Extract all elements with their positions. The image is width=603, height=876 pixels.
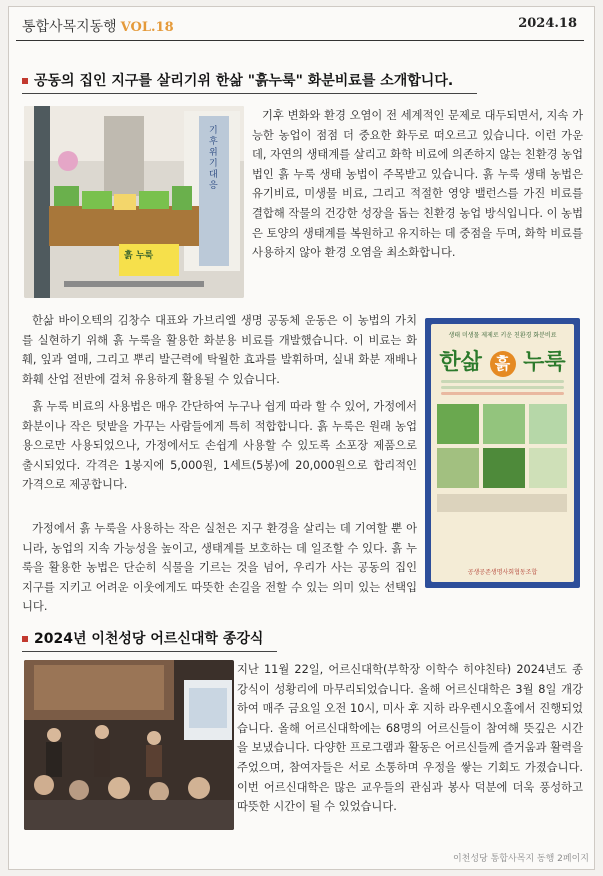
section2-paragraph: 지난 11월 22일, 어르신대학(부학장 이학수 히야친타) 2024년도 종강식이 성황리에 마무리되었습니다. 올해 어르신대학은 3월 8일 개강하여 매주 금요일 오전 10시, 미사 후 지하 라우렌시오홀에서 진행되었습니다. 올해 어르신대학에는 68명의 어르신들이 참여해 뜻깊은 시간을 보냈습니다. 다양한 프로그램과 활동은 어르신들께 즐거움과 활력을 주었으며, 참여자들은 서로 소통하며 우정을 쌓는 기회도 가졌습니다. 이번 어르신대학은 많은 교우들의 관심과 봉사 덕분에 더욱 풍성하고 따뜻한 시간이 될 수 있었습니다. (237, 663, 583, 814)
page-footer: 이천성당 통합사목지 동행 2페이지 (452, 854, 589, 864)
section1-intro-paragraph: 기후 변화와 환경 오염이 전 세계적인 문제로 대두되면서, 지속 가능한 농업이 점점 더 중요한 화두로 떠오르고 있습니다. 이런 가운데, 자연의 생태계를 살리고 화학 비료에 의존하지 않는 친환경 농업법인 흙 누룩 생태 농법이 주목받고 있습니다. 흙 누룩 생태 농법은 유기비료, 미생물 비료, 그리고 적절한 영양 밸런스를 가진 비료를 결합해 작물의 건강한 성장을 돕는 친환경 농업 방식입니다. 이 농법은 토양의 생태계를 복원하고 유지하는 데 중점을 두며, 화학 비료를 사용하지 않아 환경 오염을 최소화합니다. (252, 109, 583, 260)
poster-line (441, 392, 564, 395)
title-bullet-icon (22, 636, 28, 642)
header-rule (16, 40, 584, 41)
banner-text: 기후위기 대응 (209, 126, 218, 191)
volume-label: VOL.18 (120, 20, 174, 35)
poster-title-right: 누룩 (523, 350, 566, 375)
graduation-ceremony-photo (24, 660, 234, 830)
poster-title-mid: 흙 (490, 351, 516, 377)
fertilizer-poster (425, 318, 580, 588)
poster-line (441, 380, 564, 383)
publication-name: 통합사목지동행 VOL.18 (22, 19, 174, 35)
section1-paragraph-4: 가정에서 흙 누룩을 사용하는 작은 실천은 지구 환경을 살리는 데 기여할 뿐 아니라, 농업의 지속 가능성을 높이고, 생태계를 보호하는 데 일조할 수 있다. 흙 누룩을 활용한 농법은 단순히 식물을 기르는 것을 넘어, 우리가 사는 공동의 집인 지구를 지키고 어려운 이웃에게도 따뜻한 손길을 전할 수 있는 의미 있는 선택입니다. (22, 522, 417, 614)
poster-title (431, 345, 574, 377)
page-header (8, 14, 593, 38)
poster-line (441, 386, 564, 389)
section1-title: 공동의 집인 지구를 살리기위 한삶 "흙누룩" 화분비료를 소개합니다. (22, 70, 477, 94)
issue-date: 2024.18 (518, 16, 577, 31)
section1-paragraph-2: 한삶 바이오텍의 김창수 대표와 가브리엘 생명 공동체 운동은 이 농법의 가치를 실현하기 위해 흙 누룩을 활용한 화분용 비료를 개발했습니다. 이 비료는 화훼, 잎과 열매, 그리고 뿌리 발근력에 탁월한 효과를 발휘하며, 실내 화분 재배나 화훼 산업 전반에 걸쳐 유용하게 활용될 수 있습니다. (22, 314, 417, 386)
title-bullet-icon (22, 78, 28, 84)
poster-plant-illustration (431, 398, 574, 518)
poster-panel (431, 324, 574, 582)
poster-title-left: 한삶 (439, 350, 482, 375)
poster-bottom-text: 공생공존생명사회협동조합 (467, 569, 538, 576)
poster-top-text: 생태 미생물 제제로 키운 친환경 화분비료 (448, 332, 557, 339)
section1-paragraph-3: 흙 누룩 비료의 사용법은 매우 간단하여 누구나 쉽게 따라 할 수 있어, 가정에서 화분이나 작은 텃밭을 가꾸는 사람들에게 특히 적합합니다. 흙 누룩은 원래 농업용으로만 사용되었으나, 가정에서도 손쉽게 사용할 수 있도록 소포장 제품으로 출시되었다. 각격은 1봉지에 5,000원, 1세트(5봉)에 20,000원으로 합리적인 가격으로 제공합니다. (22, 400, 417, 492)
sign-text: 흙 누룩 (124, 251, 154, 261)
section2-title: 2024년 이천성당 어르신대학 종강식 (22, 628, 277, 652)
fertilizer-display-photo (24, 106, 244, 298)
